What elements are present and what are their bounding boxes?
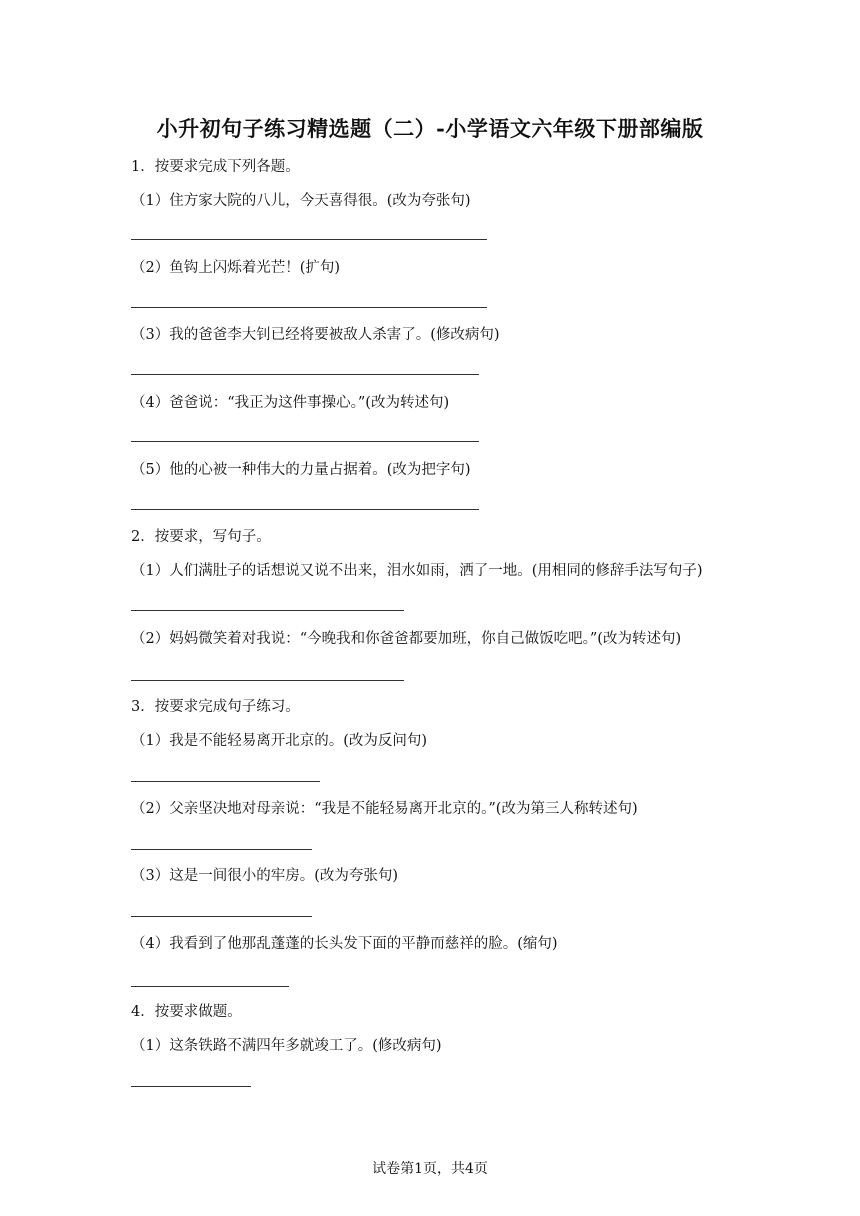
answer-line-4-1[interactable] [131, 1086, 251, 1087]
question-1-item-1: （1）住方家大院的八儿，今天喜得很。(改为夸张句) [131, 193, 471, 209]
question-1-item-5: （5）他的心被一种伟大的力量占据着。(改为把字句) [131, 462, 471, 478]
answer-line-1-2[interactable] [131, 307, 487, 308]
question-3-item-2: （2）父亲坚决地对母亲说：“我是不能轻易离开北京的。”(改为第三人称转述句) [131, 801, 638, 817]
answer-line-3-3[interactable] [131, 916, 312, 917]
question-1-item-3: （3）我的爸爸李大钊已经将要被敌人杀害了。(修改病句) [131, 327, 500, 343]
question-3-item-4: （4）我看到了他那乱蓬蓬的长头发下面的平静而慈祥的脸。(缩句) [131, 936, 558, 952]
question-3-heading: 3．按要求完成句子练习。 [131, 699, 300, 715]
question-3-item-3: （3）这是一间很小的牢房。(改为夸张句) [131, 868, 399, 884]
question-1-item-2: （2）鱼钩上闪烁着光芒！(扩句) [131, 260, 341, 276]
answer-line-1-4[interactable] [131, 441, 479, 442]
page-footer: 试卷第1页，共4页 [372, 1161, 488, 1177]
question-4-item-1: （1）这条铁路不满四年多就竣工了。(修改病句) [131, 1038, 442, 1054]
question-2-item-2: （2）妈妈微笑着对我说：“今晚我和你爸爸都要加班，你自己做饭吃吧。”(改为转述句) [131, 631, 682, 647]
answer-line-2-1[interactable] [131, 610, 404, 611]
answer-line-1-5[interactable] [131, 509, 479, 510]
question-1-heading: 1．按要求完成下列各题。 [131, 159, 300, 175]
answer-line-2-2[interactable] [131, 680, 404, 681]
answer-line-3-4[interactable] [131, 986, 289, 987]
question-4-heading: 4．按要求做题。 [131, 1004, 242, 1020]
page-title: 小升初句子练习精选题（二）-小学语文六年级下册部编版 [156, 116, 704, 141]
answer-line-1-3[interactable] [131, 374, 479, 375]
answer-line-3-2[interactable] [131, 849, 312, 850]
answer-line-3-1[interactable] [131, 781, 320, 782]
answer-line-1-1[interactable] [131, 239, 487, 240]
question-3-item-1: （1）我是不能轻易离开北京的。(改为反问句) [131, 733, 428, 749]
question-2-heading: 2．按要求，写句子。 [131, 529, 271, 545]
question-1-item-4: （4）爸爸说：“我正为这件事操心。”(改为转述句) [131, 395, 450, 411]
question-2-item-1: （1）人们满肚子的话想说又说不出来，泪水如雨，洒了一地。(用相同的修辞手法写句子) [131, 563, 703, 579]
